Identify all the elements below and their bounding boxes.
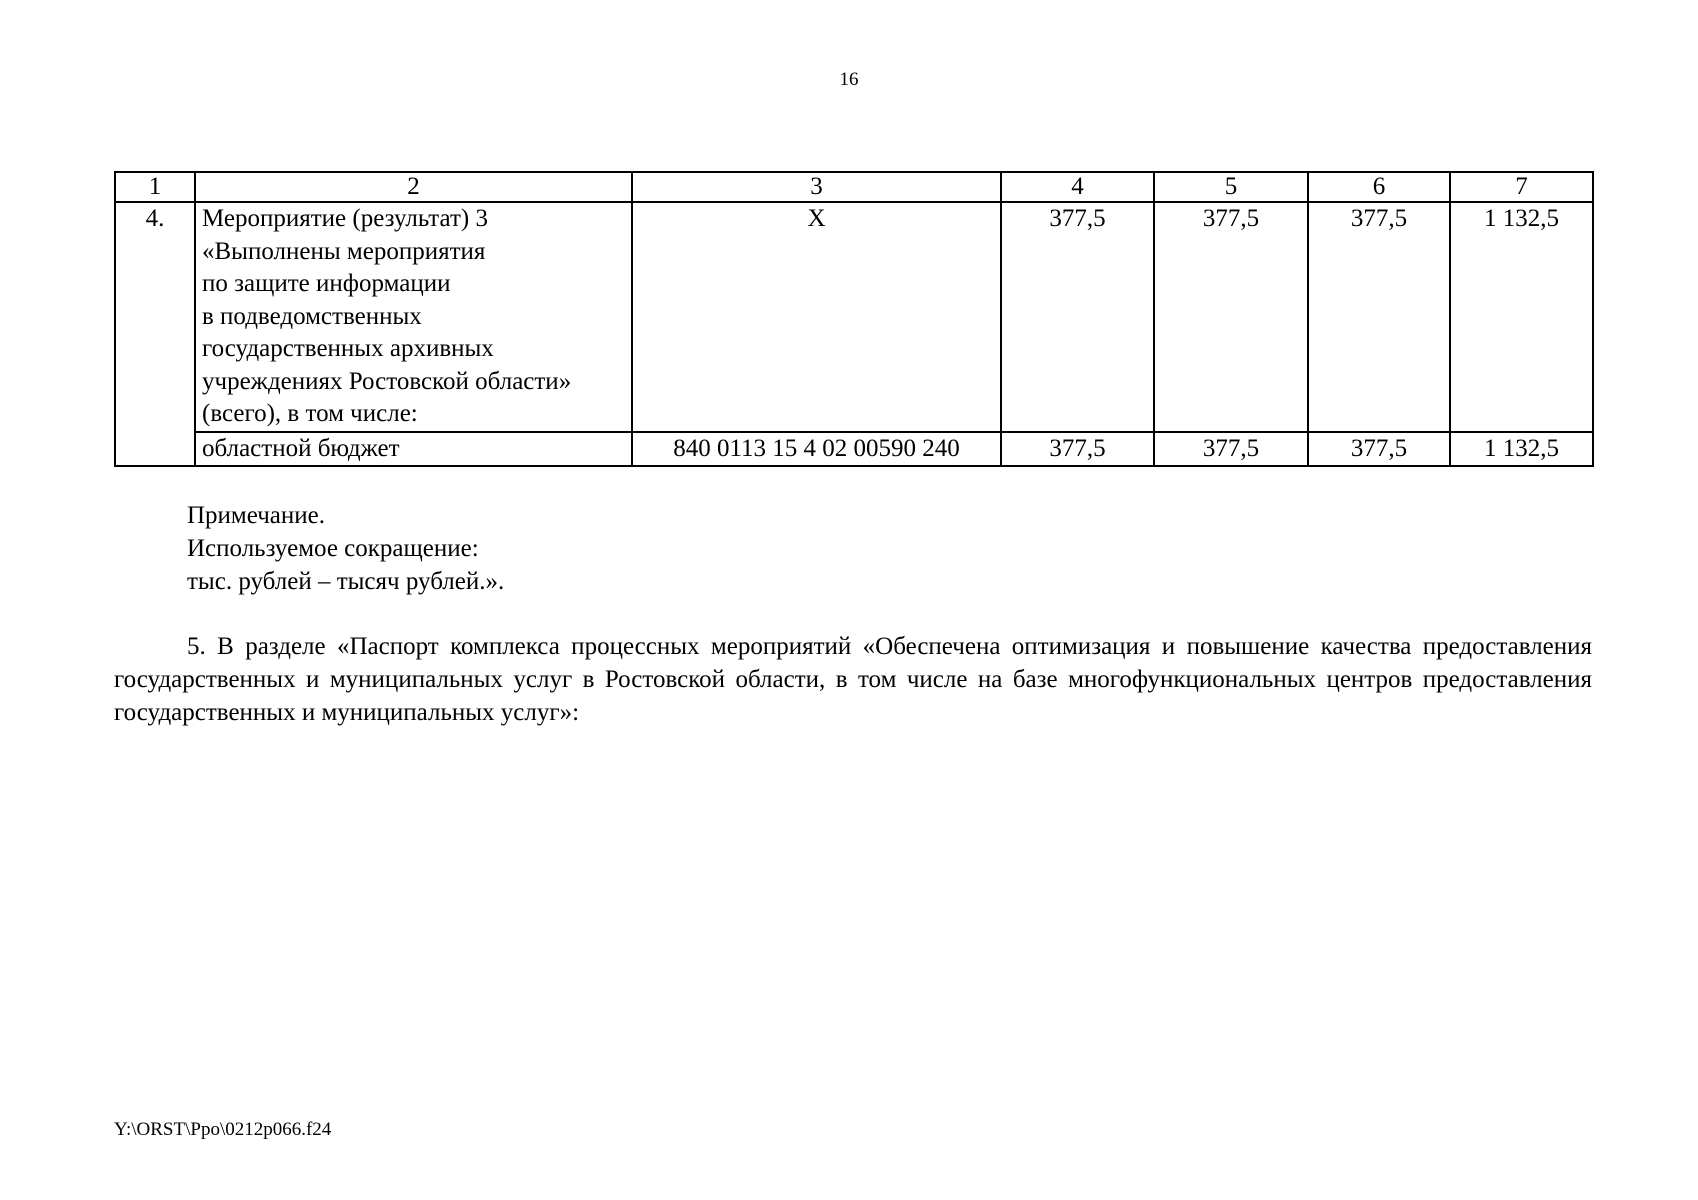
header-cell: 4 [1001, 172, 1154, 202]
header-cell: 5 [1154, 172, 1308, 202]
header-cell: 6 [1308, 172, 1450, 202]
activity-name-line: Мероприятие (результат) 3 [202, 205, 488, 232]
value-cell: 377,5 [1308, 432, 1450, 467]
table-header-row [115, 172, 1593, 202]
header-cell: 1 [115, 172, 195, 202]
activity-name-line: государственных архивных [202, 335, 494, 362]
activity-name-cell [195, 202, 632, 432]
activity-name-line: «Выполнены мероприятия [202, 237, 486, 265]
total-value-cell: 1 132,5 [1450, 202, 1593, 432]
footer-file-path: Y:\ORST\Ppo\0212p066.f24 [114, 1119, 332, 1140]
body-paragraph: 5. В разделе «Паспорт комплекса процессных мероприятий «Обеспечена оптимизация и повышение качества предоставления государственных и муниципальных услуг в Ростовской области, в том числе на базе многофункциональных центров предоставления государственных и муниципальных услуг»: [114, 633, 1592, 726]
value-cell: 377,5 [1154, 432, 1308, 467]
activity-name-line: учреждениях Ростовской области» [202, 367, 572, 395]
table-row [115, 432, 1593, 467]
total-value-cell: 1 132,5 [1450, 432, 1593, 467]
funding-source-cell: областной бюджет [195, 432, 632, 467]
table-row [115, 202, 1593, 432]
activity-name-line: в подведомственных [202, 302, 422, 330]
page-number: 16 [839, 69, 859, 90]
notes-block [187, 499, 504, 598]
value-cell: 377,5 [1308, 202, 1450, 432]
note-abbreviation: тыс. рублей – тысяч рублей.». [187, 568, 505, 595]
header-cell: 2 [195, 172, 632, 202]
activity-name-line: (всего), в том числе: [202, 400, 418, 427]
header-cell: 3 [632, 172, 1001, 202]
note-abbreviation-heading: Используемое сокращение: [187, 535, 479, 562]
budget-code-cell: Х [632, 202, 1001, 432]
value-cell: 377,5 [1001, 202, 1154, 432]
budget-table [114, 171, 1594, 467]
activity-name-line: по защите информации [202, 270, 451, 297]
row-number-cell: 4. [115, 202, 195, 466]
value-cell: 377,5 [1154, 202, 1308, 432]
note-title: Примечание. [187, 502, 326, 529]
header-cell: 7 [1450, 172, 1593, 202]
budget-code-cell: 840 0113 15 4 02 00590 240 [632, 432, 1001, 467]
value-cell: 377,5 [1001, 432, 1154, 467]
